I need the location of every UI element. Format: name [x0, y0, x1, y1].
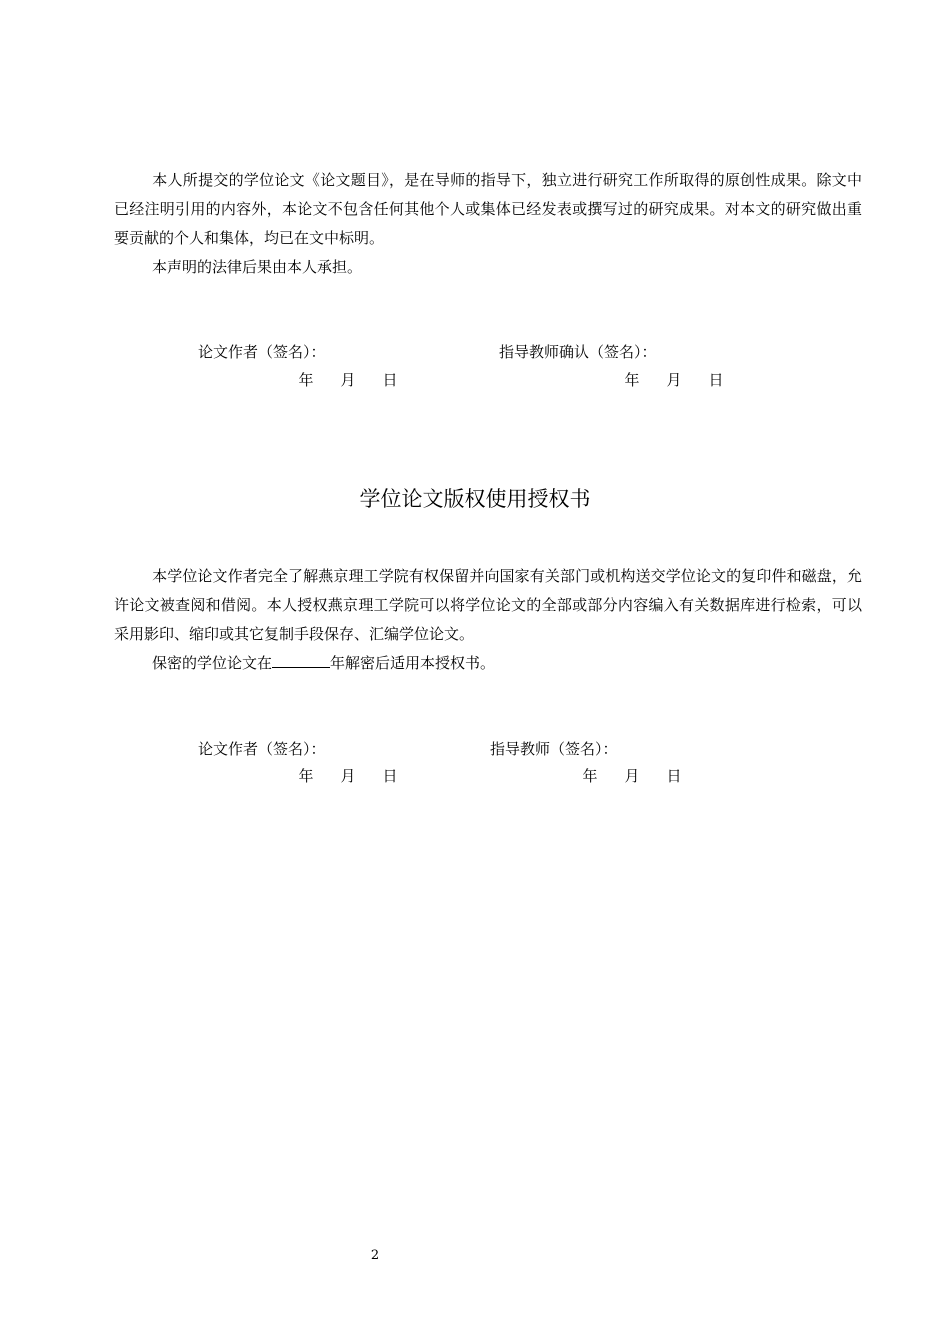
date-month: 月 [340, 767, 356, 785]
authorization-paragraph-1-text: 本学位论文作者完全了解燕京理工学院有权保留并向国家有关部门或机构送交学位论文的复印件和磁盘，允许论文被查阅和借阅。本人授权燕京理工学院可以将学位论文的全部或部分内容编入有关数据库进行检索，可以采用影印、缩印或其它复制手段保存、汇编学位论文。 [114, 567, 862, 643]
page-number: 2 [370, 1248, 380, 1263]
authorization-author-date [285, 766, 411, 786]
authorization-advisor-signature-label: 指导教师（签名）： [490, 740, 618, 758]
date-day: 日 [666, 767, 682, 785]
authorization-title: 学位论文版权使用授权书 [359, 487, 591, 511]
authorization-paragraph-2-before-blank: 保密的学位论文在 [152, 654, 273, 672]
declaration-advisor-signature-label: 指导教师确认（签名）： [499, 343, 657, 361]
year-blank-line [272, 653, 330, 668]
declaration-author-signature-label: 论文作者（签名）： [198, 343, 326, 361]
date-month: 月 [624, 767, 640, 785]
declaration-paragraph-2-text: 本声明的法律后果由本人承担。 [152, 258, 363, 276]
date-year: 年 [298, 371, 314, 389]
authorization-paragraph-1 [114, 562, 862, 649]
date-day: 日 [382, 371, 398, 389]
authorization-paragraph-2 [114, 649, 862, 678]
date-year: 年 [582, 767, 598, 785]
declaration-paragraph-2 [114, 253, 862, 282]
date-month: 月 [340, 371, 356, 389]
date-year: 年 [298, 767, 314, 785]
authorization-author-signature-label: 论文作者（签名）： [198, 740, 326, 758]
declaration-advisor-date [611, 370, 737, 390]
authorization-paragraph-2-after-blank: 年解密后适用本授权书。 [330, 654, 496, 672]
declaration-paragraph-1 [114, 166, 862, 253]
date-day: 日 [708, 371, 724, 389]
declaration-author-date [285, 370, 411, 390]
date-month: 月 [666, 371, 682, 389]
authorization-advisor-date [569, 766, 695, 786]
date-day: 日 [382, 767, 398, 785]
date-year: 年 [624, 371, 640, 389]
declaration-paragraph-1-text: 本人所提交的学位论文《论文题目》，是在导师的指导下，独立进行研究工作所取得的原创性成果。除文中已经注明引用的内容外，本论文不包含任何其他个人或集体已经发表或撰写过的研究成果。对本文的研究做出重要贡献的个人和集体，均已在文中标明。 [114, 171, 862, 247]
